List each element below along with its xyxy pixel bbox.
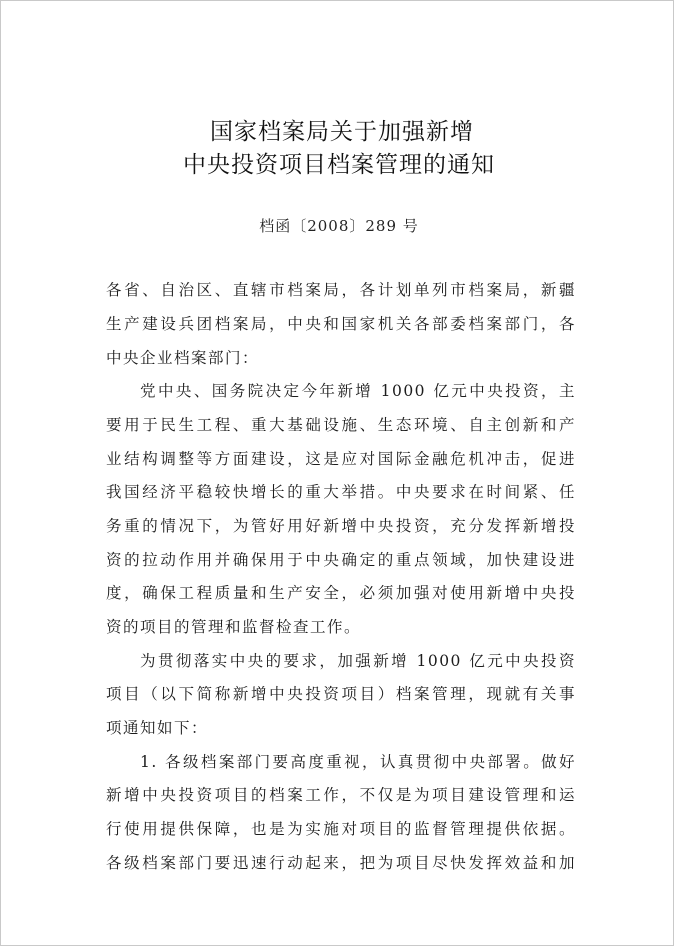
- body-line: 各级档案部门要迅速行动起来，把为项目尽快发挥效益和加: [106, 854, 576, 872]
- document-title-line-1: 国家档案局关于加强新增: [210, 119, 474, 145]
- body-line: 我国经济平稳较快增长的重大举措。中央要求在时间紧、任: [106, 483, 576, 501]
- document-title-line-2: 中央投资项目档案管理的通知: [183, 152, 495, 178]
- body-line: 生产建设兵团档案局，中央和国家机关各部委档案部门，各: [106, 315, 576, 333]
- body-line: 业结构调整等方面建设，这是应对国际金融危机冲击，促进: [106, 450, 576, 468]
- body-line: 度，确保工程质量和生产安全，必须加强对使用新增中央投: [106, 584, 576, 602]
- body-line: 资的拉动作用并确保用于中央确定的重点领域，加快建设进: [106, 551, 576, 569]
- body-line: 资的项目的管理和监督检查工作。: [106, 618, 362, 636]
- body-line: 各省、自治区、直辖市档案局，各计划单列市档案局，新疆: [106, 281, 576, 299]
- body-line: 1. 各级档案部门要高度重视，认真贯彻中央部署。做好: [140, 753, 576, 771]
- body-line: 中央企业档案部门：: [106, 349, 260, 367]
- body-line: 党中央、国务院决定今年新增 1000 亿元中央投资，主: [140, 382, 576, 400]
- body-line: 行使用提供保障，也是为实施对项目的监督管理提供依据。: [106, 820, 576, 838]
- body-line: 新增中央投资项目的档案工作，不仅是为项目建设管理和运: [106, 786, 576, 804]
- body-line: 为贯彻落实中央的要求，加强新增 1000 亿元中央投资: [140, 652, 576, 670]
- body-line: 项通知如下：: [106, 719, 209, 737]
- document-number: 档函〔2008〕289 号: [259, 217, 419, 235]
- body-line: 要用于民生工程、重大基础设施、生态环境、自主创新和产: [106, 416, 576, 434]
- body-line: 项目（以下简称新增中央投资项目）档案管理，现就有关事: [106, 685, 576, 703]
- body-line: 务重的情况下，为管好用好新增中央投资，充分发挥新增投: [106, 517, 576, 535]
